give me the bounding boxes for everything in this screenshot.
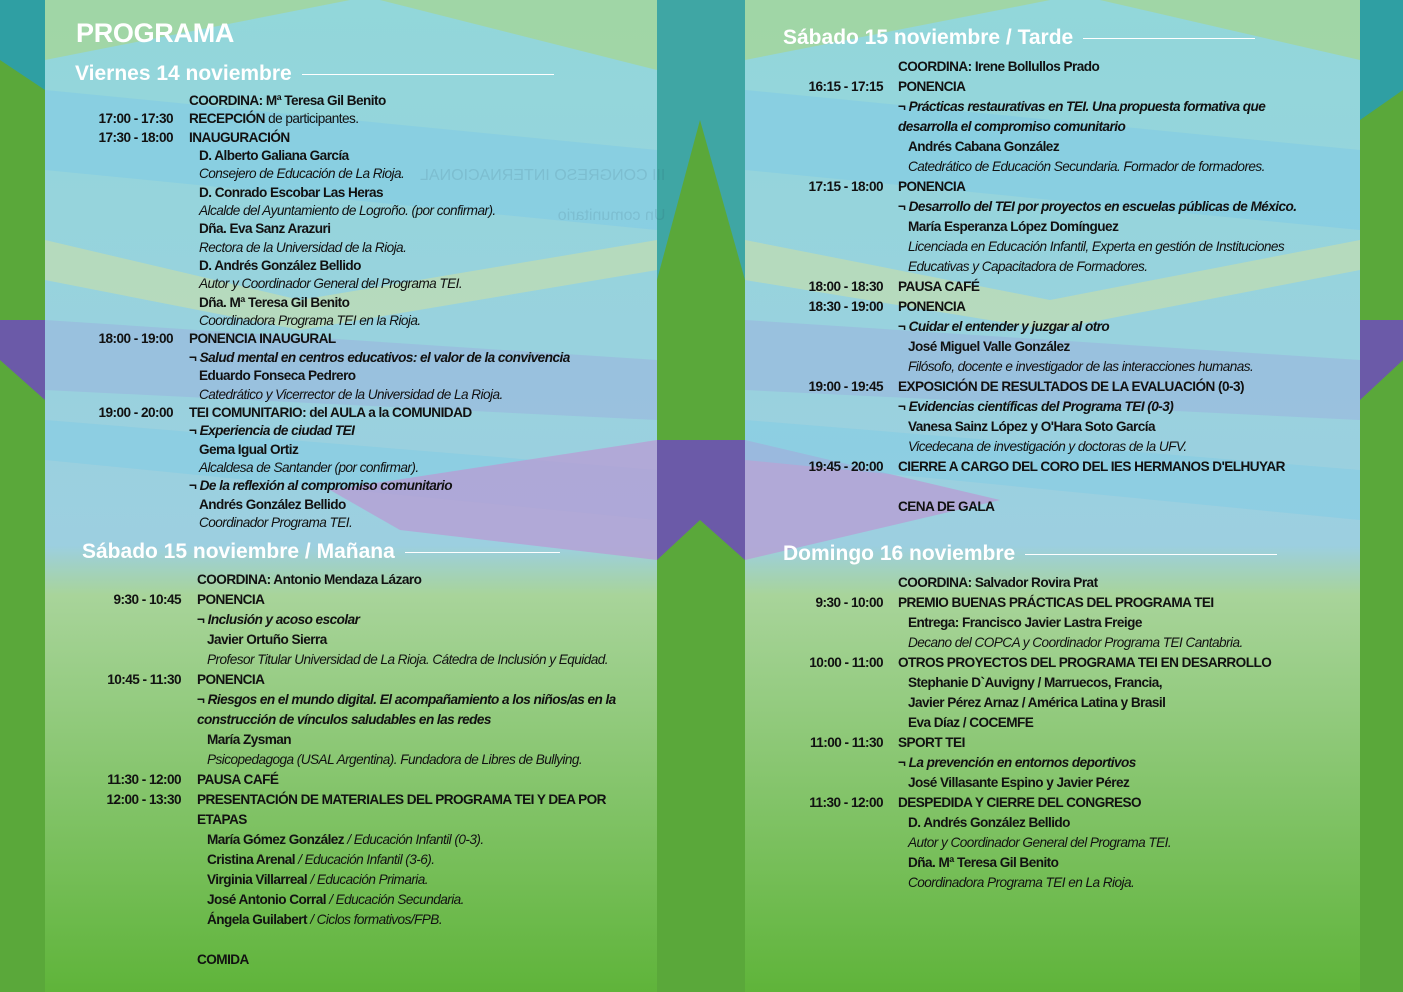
entry-part: José Villasante Espino y Javier Pérez bbox=[908, 775, 1130, 790]
schedule-row bbox=[45, 257, 657, 275]
day-heading-viernes bbox=[75, 62, 554, 86]
program-title: PROGRAMA bbox=[76, 18, 235, 48]
entry-part: PONENCIA bbox=[197, 672, 265, 687]
schedule-row bbox=[745, 97, 1360, 117]
entry-text bbox=[898, 613, 1142, 633]
entry-part: PAUSA CAFÉ bbox=[898, 279, 980, 294]
schedule-row-timed bbox=[745, 593, 1360, 613]
schedule-row bbox=[745, 833, 1360, 853]
schedule-row bbox=[45, 610, 657, 630]
entry-part: PONENCIA bbox=[197, 592, 265, 607]
schedule-row bbox=[45, 690, 657, 710]
schedule-row bbox=[45, 422, 657, 440]
schedule-row bbox=[745, 417, 1360, 437]
entry-text bbox=[189, 477, 452, 495]
schedule-row-timed bbox=[745, 653, 1360, 673]
entry-text bbox=[898, 633, 1243, 653]
entry-text bbox=[898, 693, 1165, 713]
entry-text bbox=[898, 673, 1162, 693]
entry-text bbox=[898, 197, 1296, 217]
entry-part: / Educación Primaria. bbox=[307, 872, 429, 887]
entry-text bbox=[898, 437, 1187, 457]
entry-text bbox=[898, 397, 1173, 417]
entry-part: COMIDA bbox=[197, 952, 249, 967]
entry-part: ¬ Experiencia de ciudad TEI bbox=[189, 423, 355, 439]
entry-part: COORDINA: Antonio Mendaza Lázaro bbox=[197, 572, 422, 587]
schedule-row bbox=[45, 349, 657, 367]
entry-text bbox=[189, 184, 383, 202]
schedule-row bbox=[745, 237, 1360, 257]
entry-part: D. Alberto Galiana García bbox=[199, 148, 349, 164]
entry-text bbox=[898, 457, 1285, 477]
right-page bbox=[745, 0, 1360, 992]
schedule-row bbox=[45, 730, 657, 750]
entry-part: Rectora de la Universidad de la Rioja. bbox=[199, 239, 407, 255]
entry-part: D. Andrés González Bellido bbox=[199, 258, 361, 274]
time-slot: 17:15 - 18:00 bbox=[808, 179, 883, 194]
time-slot: 10:00 - 11:00 bbox=[809, 655, 883, 670]
day-title: Viernes 14 noviembre bbox=[75, 62, 292, 85]
entry-part: RECEPCIÓN bbox=[189, 111, 265, 127]
schedule-row bbox=[45, 496, 657, 514]
heading-rule bbox=[302, 74, 554, 75]
entry-text bbox=[189, 367, 356, 385]
time-slot: 9:30 - 10:45 bbox=[113, 592, 181, 607]
schedule-row bbox=[745, 57, 1360, 77]
entry-part: TEI COMUNITARIO: del AULA a la COMUNIDAD bbox=[189, 404, 472, 420]
entry-part: COORDINA: Salvador Rovira Prat bbox=[898, 575, 1098, 590]
entry-text bbox=[898, 157, 1265, 177]
heading-rule bbox=[1083, 38, 1255, 39]
entry-part: Javier Ortuño Sierra bbox=[207, 632, 327, 647]
entry-part: de participantes. bbox=[264, 111, 359, 127]
schedule-row-timed bbox=[45, 770, 657, 790]
entry-text bbox=[197, 810, 247, 830]
schedule-row bbox=[45, 630, 657, 650]
entry-text bbox=[898, 653, 1271, 673]
schedule-row bbox=[745, 257, 1360, 277]
schedule-domingo bbox=[745, 573, 1360, 893]
entry-part: ¬ Riesgos en el mundo digital. El acompañamiento a los niños/as en la bbox=[197, 692, 616, 707]
entry-part: Profesor Titular Universidad de La Rioja. Cátedra de Inclusión y Equidad. bbox=[207, 652, 609, 667]
entry-part: Decano del COPCA y Coordinador Programa TEI Cantabria. bbox=[908, 635, 1243, 650]
entry-part: ¬ Cuidar el entender y juzgar al otro bbox=[898, 319, 1110, 334]
schedule-row-timed bbox=[745, 733, 1360, 753]
entry-text bbox=[189, 110, 359, 128]
schedule-row-timed bbox=[45, 670, 657, 690]
entry-text bbox=[898, 733, 965, 753]
entry-part: PONENCIA bbox=[898, 179, 966, 194]
watermark-line-2: Un comunitario bbox=[557, 207, 666, 224]
entry-text bbox=[898, 417, 1155, 437]
entry-part: Autor y Coordinador General del Programa TEI. bbox=[199, 276, 463, 292]
schedule-row bbox=[45, 441, 657, 459]
schedule-row-timed bbox=[745, 297, 1360, 317]
schedule-row bbox=[45, 870, 657, 890]
entry-text bbox=[898, 773, 1129, 793]
entry-text bbox=[898, 497, 994, 517]
watermark bbox=[420, 156, 665, 236]
entry-text bbox=[898, 317, 1109, 337]
entry-text bbox=[898, 377, 1244, 397]
entry-part: Psicopedagoga (USAL Argentina). Fundadora de Libres de Bullying. bbox=[207, 752, 583, 767]
schedule-row-timed bbox=[745, 177, 1360, 197]
entry-text bbox=[898, 713, 1033, 733]
entry-part: PREMIO BUENAS PRÁCTICAS DEL PROGRAMA TEI bbox=[898, 595, 1214, 610]
entry-part: PAUSA CAFÉ bbox=[197, 772, 279, 787]
entry-part: Entrega: Francisco Javier Lastra Freige bbox=[908, 615, 1142, 630]
schedule-sabado-manana bbox=[45, 570, 657, 970]
schedule-row bbox=[745, 357, 1360, 377]
schedule-row bbox=[45, 750, 657, 770]
time-slot: 9:30 - 10:00 bbox=[815, 595, 883, 610]
entry-text bbox=[197, 910, 442, 930]
entry-part: Coordinadora Programa TEI en la Rioja. bbox=[199, 313, 421, 329]
schedule-row bbox=[745, 137, 1360, 157]
entry-part: CIERRE A CARGO DEL CORO DEL IES HERMANOS D'ELHUYAR bbox=[898, 459, 1285, 474]
entry-part: María Esperanza López Domínguez bbox=[908, 219, 1119, 234]
schedule-row-timed bbox=[745, 377, 1360, 397]
time-slot: 10:45 - 11:30 bbox=[107, 672, 181, 687]
heading-rule bbox=[405, 552, 560, 553]
schedule-row bbox=[45, 294, 657, 312]
heading-rule bbox=[1025, 554, 1277, 555]
entry-text bbox=[898, 117, 1125, 137]
entry-part: CENA DE GALA bbox=[898, 499, 995, 514]
schedule-row-timed bbox=[45, 129, 657, 147]
entry-text bbox=[197, 570, 421, 590]
entry-part: María Gómez González bbox=[207, 832, 345, 847]
entry-part: Coordinadora Programa TEI en La Rioja. bbox=[908, 875, 1135, 890]
entry-part: Ángela Guilabert bbox=[207, 912, 307, 927]
entry-part: Autor y Coordinador General del Programa TEI. bbox=[908, 835, 1172, 850]
entry-part: / Educación Secundaria. bbox=[325, 892, 464, 907]
entry-text bbox=[898, 277, 979, 297]
entry-text bbox=[189, 92, 386, 110]
entry-part: Dña. Mª Teresa Gil Benito bbox=[908, 855, 1059, 870]
schedule-row bbox=[45, 950, 657, 970]
entry-part: ¬ Inclusión y acoso escolar bbox=[197, 612, 360, 627]
entry-part: José Miguel Valle González bbox=[908, 339, 1070, 354]
entry-text bbox=[197, 770, 278, 790]
entry-text bbox=[197, 610, 359, 630]
schedule-row bbox=[745, 117, 1360, 137]
entry-text bbox=[898, 237, 1284, 257]
entry-part: Javier Pérez Arnaz / América Latina y Brasil bbox=[908, 695, 1166, 710]
schedule-row bbox=[45, 570, 657, 590]
schedule-row bbox=[45, 459, 657, 477]
entry-text bbox=[197, 950, 249, 970]
entry-part: PONENCIA bbox=[898, 299, 966, 314]
schedule-row bbox=[745, 773, 1360, 793]
entry-text bbox=[197, 790, 606, 810]
entry-text bbox=[189, 459, 419, 477]
time-slot: 17:00 - 17:30 bbox=[98, 111, 173, 127]
time-slot: 18:30 - 19:00 bbox=[808, 299, 883, 314]
schedule-row bbox=[745, 853, 1360, 873]
entry-part: PRESENTACIÓN DE MATERIALES DEL PROGRAMA TEI Y DEA POR bbox=[197, 792, 606, 807]
entry-text bbox=[189, 257, 361, 275]
entry-text bbox=[898, 77, 965, 97]
entry-text bbox=[189, 275, 462, 293]
entry-part: ¬ La prevención en entornos deportivos bbox=[898, 755, 1136, 770]
entry-part: Alcaldesa de Santander (por confirmar). bbox=[199, 459, 419, 475]
entry-part: Gema Igual Ortiz bbox=[199, 441, 299, 457]
entry-text bbox=[197, 670, 264, 690]
entry-part: Vicedecana de investigación y doctoras de la UFV. bbox=[908, 439, 1187, 454]
entry-part: Eduardo Fonseca Pedrero bbox=[199, 368, 356, 384]
entry-text bbox=[189, 330, 336, 348]
schedule-row-timed bbox=[745, 457, 1360, 477]
entry-part: PONENCIA INAUGURAL bbox=[189, 331, 336, 347]
entry-part: Andrés González Bellido bbox=[199, 496, 346, 512]
schedule-row bbox=[745, 753, 1360, 773]
schedule-row bbox=[745, 317, 1360, 337]
entry-text bbox=[898, 337, 1070, 357]
entry-text bbox=[197, 730, 291, 750]
entry-text bbox=[898, 137, 1059, 157]
schedule-row-timed bbox=[45, 330, 657, 348]
day-title: Domingo 16 noviembre bbox=[783, 542, 1016, 565]
entry-text bbox=[898, 833, 1171, 853]
schedule-row bbox=[745, 477, 1360, 497]
schedule-row bbox=[45, 710, 657, 730]
entry-text bbox=[189, 496, 346, 514]
entry-text bbox=[197, 710, 491, 730]
entry-text bbox=[189, 129, 290, 147]
entry-part: Stephanie D`Auvigny / Marruecos, Francia, bbox=[908, 675, 1162, 690]
entry-part: / Educación Infantil (3-6). bbox=[294, 852, 435, 867]
schedule-row bbox=[745, 197, 1360, 217]
day-title: Sábado 15 noviembre / Mañana bbox=[82, 540, 395, 563]
schedule-row bbox=[45, 930, 657, 950]
schedule-row bbox=[745, 573, 1360, 593]
schedule-row bbox=[45, 312, 657, 330]
schedule-row bbox=[745, 713, 1360, 733]
schedule-row bbox=[745, 397, 1360, 417]
entry-part: OTROS PROYECTOS DEL PROGRAMA TEI EN DESARROLLO bbox=[898, 655, 1272, 670]
entry-part: Catedrático y Vicerrector de la Universidad de La Rioja. bbox=[199, 386, 503, 402]
schedule-row bbox=[745, 497, 1360, 517]
schedule-row bbox=[45, 830, 657, 850]
schedule-row bbox=[745, 337, 1360, 357]
schedule-row bbox=[45, 92, 657, 110]
entry-text bbox=[197, 690, 616, 710]
schedule-row-timed bbox=[45, 404, 657, 422]
entry-part: ¬ Salud mental en centros educativos: el valor de la convivencia bbox=[189, 349, 570, 365]
entry-text bbox=[898, 753, 1136, 773]
entry-text bbox=[197, 850, 434, 870]
entry-part: Dña. Mª Teresa Gil Benito bbox=[199, 294, 350, 310]
schedule-row bbox=[745, 157, 1360, 177]
entry-text bbox=[189, 441, 298, 459]
time-slot: 18:00 - 19:00 bbox=[98, 331, 173, 347]
day-heading-sabado-manana bbox=[82, 540, 560, 564]
watermark-line-1: III CONGRESO INTERNACIONAL bbox=[420, 167, 666, 184]
entry-text bbox=[197, 630, 327, 650]
schedule-row bbox=[745, 633, 1360, 653]
entry-text bbox=[189, 312, 421, 330]
entry-text bbox=[189, 404, 472, 422]
schedule-row bbox=[745, 437, 1360, 457]
entry-text bbox=[898, 57, 1099, 77]
time-slot: 19:00 - 19:45 bbox=[808, 379, 883, 394]
entry-part: COORDINA: Mª Teresa Gil Benito bbox=[189, 93, 386, 108]
entry-part: DESPEDIDA Y CIERRE DEL CONGRESO bbox=[898, 795, 1142, 810]
schedule-row bbox=[45, 367, 657, 385]
entry-part: Cristina Arenal bbox=[207, 852, 295, 867]
entry-part: Catedrático de Educación Secundaria. Formador de formadores. bbox=[908, 159, 1265, 174]
time-slot: 18:00 - 18:30 bbox=[808, 279, 883, 294]
entry-text bbox=[189, 147, 349, 165]
entry-part: Licenciada en Educación Infantil, Experta en gestión de Instituciones bbox=[908, 239, 1285, 254]
entry-part: Virginia Villarreal bbox=[207, 872, 308, 887]
entry-part: Filósofo, docente e investigador de las interacciones humanas. bbox=[908, 359, 1254, 374]
left-page bbox=[45, 0, 657, 992]
entry-text bbox=[189, 239, 406, 257]
entry-part: Consejero de Educación de La Rioja. bbox=[199, 166, 405, 182]
entry-text bbox=[898, 813, 1070, 833]
entry-text bbox=[197, 890, 464, 910]
entry-part: ¬ De la reflexión al compromiso comunitario bbox=[189, 478, 453, 494]
entry-part: José Antonio Corral bbox=[207, 892, 326, 907]
entry-text bbox=[189, 220, 330, 238]
schedule-sabado-tarde bbox=[745, 57, 1360, 517]
entry-text bbox=[898, 97, 1265, 117]
entry-part: María Zysman bbox=[207, 732, 292, 747]
schedule-row bbox=[45, 239, 657, 257]
entry-text bbox=[189, 422, 354, 440]
time-slot: 11:30 - 12:00 bbox=[809, 795, 883, 810]
entry-part: ¬ Desarrollo del TEI por proyectos en escuelas públicas de México. bbox=[898, 199, 1297, 214]
schedule-row-timed bbox=[45, 790, 657, 810]
entry-text bbox=[898, 573, 1098, 593]
entry-part: COORDINA: Irene Bollullos Prado bbox=[898, 59, 1100, 74]
schedule-row bbox=[45, 477, 657, 495]
entry-text bbox=[898, 297, 965, 317]
entry-part: D. Andrés González Bellido bbox=[908, 815, 1070, 830]
schedule-row-timed bbox=[745, 793, 1360, 813]
entry-text bbox=[898, 593, 1214, 613]
entry-part: D. Conrado Escobar Las Heras bbox=[199, 184, 384, 200]
entry-text bbox=[189, 294, 349, 312]
entry-part: ¬ Prácticas restaurativas en TEI. Una propuesta formativa que bbox=[898, 99, 1266, 114]
entry-text bbox=[898, 853, 1058, 873]
entry-text bbox=[197, 750, 582, 770]
entry-text bbox=[189, 165, 404, 183]
entry-text bbox=[898, 257, 1147, 277]
entry-part: Educativas y Capacitadora de Formadores. bbox=[908, 259, 1148, 274]
schedule-row-timed bbox=[745, 77, 1360, 97]
schedule-row bbox=[45, 910, 657, 930]
schedule-row-timed bbox=[745, 277, 1360, 297]
schedule-row bbox=[45, 275, 657, 293]
day-heading-domingo bbox=[783, 542, 1277, 566]
time-slot: 11:00 - 11:30 bbox=[810, 735, 883, 750]
entry-part: PONENCIA bbox=[898, 79, 966, 94]
time-slot: 11:30 - 12:00 bbox=[107, 772, 181, 787]
entry-part: Eva Díaz / COCEMFE bbox=[908, 715, 1034, 730]
schedule-row bbox=[45, 850, 657, 870]
entry-part: construcción de vínculos saludables en las redes bbox=[197, 712, 491, 727]
entry-part: ETAPAS bbox=[197, 812, 247, 827]
entry-text bbox=[898, 357, 1253, 377]
entry-text bbox=[197, 650, 608, 670]
schedule-row bbox=[745, 613, 1360, 633]
entry-text bbox=[197, 590, 264, 610]
schedule-row bbox=[745, 693, 1360, 713]
schedule-row bbox=[45, 810, 657, 830]
time-slot: 19:00 - 20:00 bbox=[98, 404, 173, 420]
schedule-row bbox=[45, 514, 657, 532]
schedule-row-timed bbox=[45, 590, 657, 610]
time-slot: 17:30 - 18:00 bbox=[98, 129, 173, 145]
entry-part: Andrés Cabana González bbox=[908, 139, 1060, 154]
entry-text bbox=[898, 217, 1118, 237]
entry-part: SPORT TEI bbox=[898, 735, 965, 750]
day-title: Sábado 15 noviembre / Tarde bbox=[783, 26, 1074, 49]
schedule-row bbox=[745, 217, 1360, 237]
schedule-row bbox=[45, 650, 657, 670]
entry-text bbox=[197, 830, 484, 850]
schedule-row-timed bbox=[45, 110, 657, 128]
schedule-row bbox=[45, 386, 657, 404]
entry-part: Dña. Eva Sanz Arazuri bbox=[199, 221, 331, 237]
time-slot: 12:00 - 13:30 bbox=[106, 792, 181, 807]
entry-part: Alcalde del Ayuntamiento de Logroño. (por confirmar). bbox=[199, 203, 496, 219]
entry-part: / Educación Infantil (0-3). bbox=[344, 832, 484, 847]
entry-text bbox=[189, 349, 570, 367]
entry-text bbox=[189, 514, 352, 532]
entry-part: Coordinador Programa TEI. bbox=[199, 514, 353, 530]
entry-part: ¬ Evidencias científicas del Programa TEI (0-3) bbox=[898, 399, 1174, 414]
entry-part: INAUGURACIÓN bbox=[189, 129, 290, 145]
schedule-row bbox=[745, 813, 1360, 833]
schedule-row bbox=[745, 673, 1360, 693]
day-heading-sabado-tarde bbox=[783, 26, 1255, 50]
entry-text bbox=[189, 386, 503, 404]
schedule-row bbox=[45, 890, 657, 910]
entry-part: Vanesa Sainz López y O'Hara Soto García bbox=[908, 419, 1155, 434]
entry-part: / Ciclos formativos/FPB. bbox=[306, 912, 443, 927]
entry-text bbox=[197, 870, 428, 890]
entry-part: desarrolla el compromiso comunitario bbox=[898, 119, 1126, 134]
schedule-row bbox=[745, 873, 1360, 893]
entry-part: EXPOSICIÓN DE RESULTADOS DE LA EVALUACIÓN (0-3) bbox=[898, 379, 1244, 394]
entry-text bbox=[898, 793, 1141, 813]
entry-text bbox=[898, 873, 1134, 893]
time-slot: 16:15 - 17:15 bbox=[808, 79, 883, 94]
entry-text bbox=[898, 177, 965, 197]
time-slot: 19:45 - 20:00 bbox=[808, 459, 883, 474]
